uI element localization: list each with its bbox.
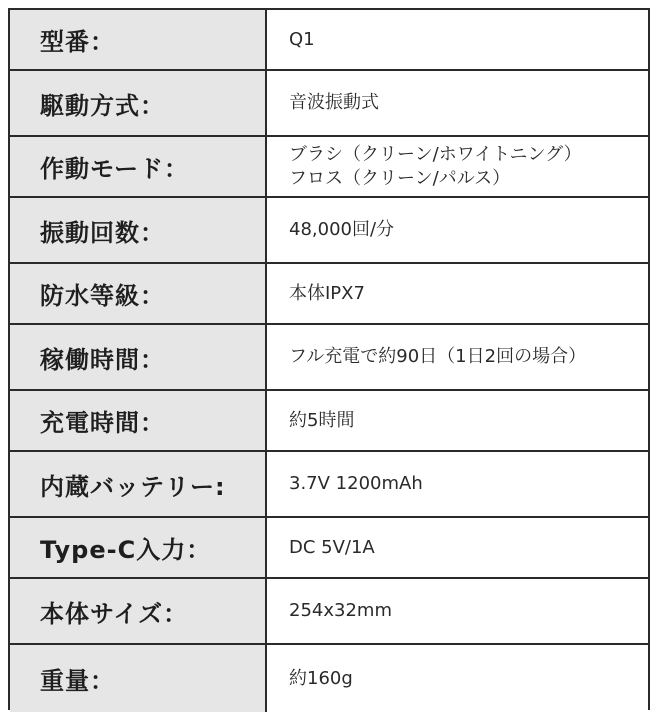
row-label-operating-time: 稼働時間： (10, 325, 267, 391)
row-value-body-size: 254x32mm (267, 579, 648, 645)
row-label-vibration-count: 振動回数： (10, 198, 267, 264)
row-label-charging-time: 充電時間： (10, 391, 267, 452)
row-value-operation-mode (267, 137, 648, 198)
row-label-weight: 重量： (10, 645, 267, 712)
row-value-battery: 3.7V 1200mAh (267, 452, 648, 518)
row-label-drive-method: 駆動方式： (10, 71, 267, 137)
row-label-body-size: 本体サイズ： (10, 579, 267, 645)
row-value-drive-method: 音波振動式 (267, 71, 648, 137)
row-value-type-c-input: DC 5V/1A (267, 518, 648, 579)
row-label-type-c-input: Type-C入力： (10, 518, 267, 579)
row-label-battery: 内蔵バッテリー: (10, 452, 267, 518)
row-value-vibration-count: 48,000回/分 (267, 198, 648, 264)
operation-mode-line-floss: フロス（クリーン/パルス） (289, 167, 511, 189)
row-value-waterproof-rating: 本体IPX7 (267, 264, 648, 325)
row-label-model: 型番： (10, 10, 267, 71)
spec-table (8, 8, 650, 710)
row-value-weight: 約160g (267, 645, 648, 712)
row-label-waterproof-rating: 防水等級： (10, 264, 267, 325)
row-value-model: Q1 (267, 10, 648, 71)
operation-mode-line-brush: ブラシ（クリーン/ホワイトニング） (289, 143, 582, 165)
operation-mode-lines (289, 143, 582, 191)
row-value-operating-time: フル充電で約90日（1日2回の場合） (267, 325, 648, 391)
row-label-operation-mode: 作動モード： (10, 137, 267, 198)
row-value-charging-time: 約5時間 (267, 391, 648, 452)
